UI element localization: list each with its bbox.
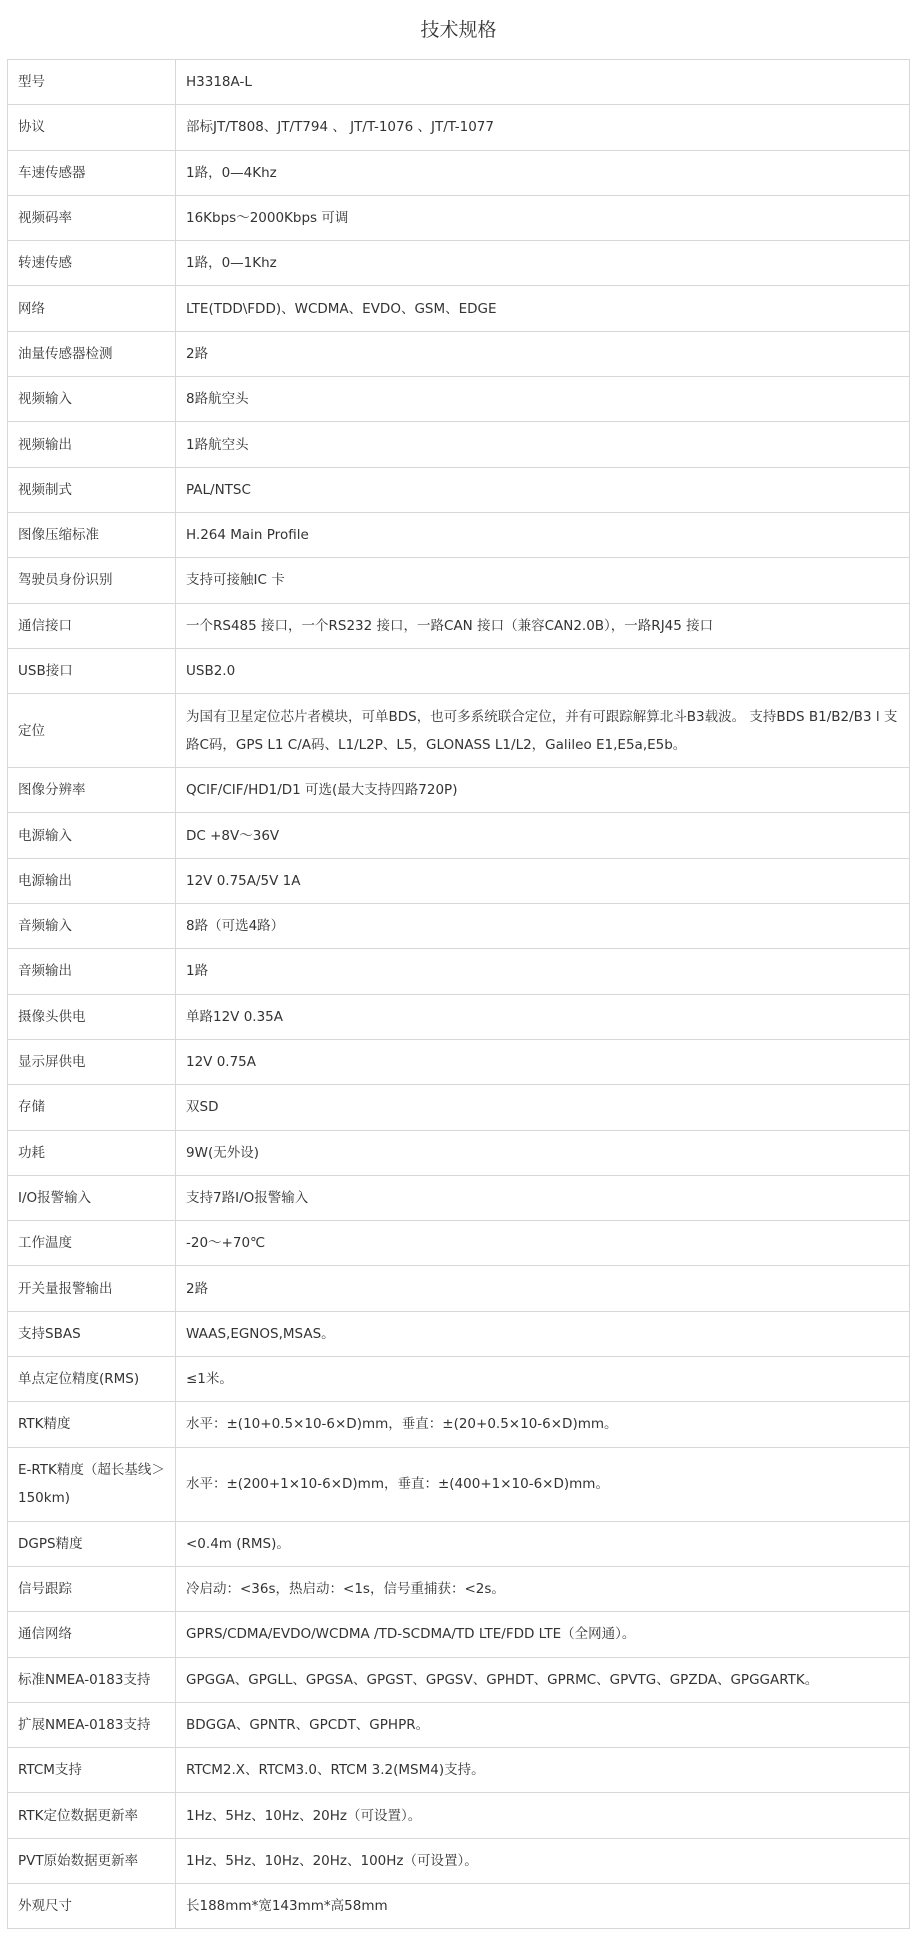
spec-label: 外观尺寸 — [8, 1883, 176, 1928]
spec-label: 视频输入 — [8, 377, 176, 422]
table-row — [8, 1838, 910, 1883]
table-row — [8, 858, 910, 903]
spec-label: RTCM支持 — [8, 1748, 176, 1793]
table-row — [8, 813, 910, 858]
spec-value: <0.4m (RMS)。 — [176, 1521, 910, 1566]
spec-value: 长188mm*宽143mm*高58mm — [176, 1883, 910, 1928]
table-row — [8, 241, 910, 286]
spec-value: 单路12V 0.35A — [176, 994, 910, 1039]
spec-label: 电源输入 — [8, 813, 176, 858]
spec-value: USB2.0 — [176, 648, 910, 693]
spec-value: 2路 — [176, 1266, 910, 1311]
table-row — [8, 1702, 910, 1747]
spec-label: 电源输出 — [8, 858, 176, 903]
table-row — [8, 377, 910, 422]
table-row — [8, 1175, 910, 1220]
spec-label: RTK精度 — [8, 1402, 176, 1447]
spec-label: 通信接口 — [8, 603, 176, 648]
spec-value: GPGGA、GPGLL、GPGSA、GPGST、GPGSV、GPHDT、GPRMC、GPVTG、GPZDA、GPGGARTK。 — [176, 1657, 910, 1702]
table-row — [8, 331, 910, 376]
spec-value: 2路 — [176, 331, 910, 376]
table-row — [8, 1039, 910, 1084]
table-row — [8, 1566, 910, 1611]
table-row — [8, 60, 910, 105]
spec-value: 1路航空头 — [176, 422, 910, 467]
table-row — [8, 994, 910, 1039]
table-row — [8, 1612, 910, 1657]
spec-label: 信号跟踪 — [8, 1566, 176, 1611]
page-title: 技术规格 — [420, 19, 497, 41]
spec-value: 水平：±(200+1×10-6×D)mm，垂直：±(400+1×10-6×D)mm。 — [176, 1447, 910, 1521]
table-row — [8, 1130, 910, 1175]
table-row — [8, 1748, 910, 1793]
spec-label: 单点定位精度(RMS) — [8, 1357, 176, 1402]
spec-value: 支持可接触IC 卡 — [176, 558, 910, 603]
spec-label: 协议 — [8, 105, 176, 150]
spec-label: 显示屏供电 — [8, 1039, 176, 1084]
table-row — [8, 195, 910, 240]
spec-label: E-RTK精度（超长基线＞150km) — [8, 1447, 176, 1521]
table-row — [8, 1883, 910, 1928]
spec-label: 定位 — [8, 694, 176, 768]
spec-value: 双SD — [176, 1085, 910, 1130]
spec-label: 网络 — [8, 286, 176, 331]
table-row — [8, 1266, 910, 1311]
spec-value: 1Hz、5Hz、10Hz、20Hz、100Hz（可设置）。 — [176, 1838, 910, 1883]
spec-value: -20～+70℃ — [176, 1221, 910, 1266]
spec-value: 8路（可选4路） — [176, 904, 910, 949]
table-row — [8, 1085, 910, 1130]
table-row — [8, 512, 910, 557]
spec-label: USB接口 — [8, 648, 176, 693]
spec-label: 摄像头供电 — [8, 994, 176, 1039]
spec-label: 转速传感 — [8, 241, 176, 286]
spec-label: 车速传感器 — [8, 150, 176, 195]
spec-value: WAAS,EGNOS,MSAS。 — [176, 1311, 910, 1356]
spec-label: 开关量报警输出 — [8, 1266, 176, 1311]
spec-value: QCIF/CIF/HD1/D1 可选(最大支持四路720P) — [176, 768, 910, 813]
spec-value: 1Hz、5Hz、10Hz、20Hz（可设置）。 — [176, 1793, 910, 1838]
spec-label: 驾驶员身份识别 — [8, 558, 176, 603]
spec-value: 16Kbps～2000Kbps 可调 — [176, 195, 910, 240]
table-row — [8, 105, 910, 150]
table-row — [8, 150, 910, 195]
spec-label: 工作温度 — [8, 1221, 176, 1266]
table-row — [8, 1221, 910, 1266]
spec-value: DC +8V～36V — [176, 813, 910, 858]
spec-label: 油量传感器检测 — [8, 331, 176, 376]
spec-value: GPRS/CDMA/EVDO/WCDMA /TD-SCDMA/TD LTE/FDD LTE（全网通）。 — [176, 1612, 910, 1657]
table-row — [8, 1357, 910, 1402]
spec-label: I/O报警输入 — [8, 1175, 176, 1220]
spec-value: 水平：±(10+0.5×10-6×D)mm，垂直：±(20+0.5×10-6×D)mm。 — [176, 1402, 910, 1447]
table-row — [8, 1793, 910, 1838]
spec-label: PVT原始数据更新率 — [8, 1838, 176, 1883]
spec-value: 支持7路I/O报警输入 — [176, 1175, 910, 1220]
table-row — [8, 558, 910, 603]
spec-value: 1路，0—4Khz — [176, 150, 910, 195]
spec-label: 功耗 — [8, 1130, 176, 1175]
spec-label: 支持SBAS — [8, 1311, 176, 1356]
spec-label: DGPS精度 — [8, 1521, 176, 1566]
spec-label: 视频码率 — [8, 195, 176, 240]
spec-value: 一个RS485 接口，一个RS232 接口，一路CAN 接口（兼容CAN2.0B），一路RJ45 接口 — [176, 603, 910, 648]
spec-label: 音频输入 — [8, 904, 176, 949]
spec-value: 9W(无外设) — [176, 1130, 910, 1175]
spec-value: PAL/NTSC — [176, 467, 910, 512]
table-row — [8, 422, 910, 467]
spec-value: 1路，0—1Khz — [176, 241, 910, 286]
spec-label: 视频输出 — [8, 422, 176, 467]
table-row — [8, 1311, 910, 1356]
spec-label: 存储 — [8, 1085, 176, 1130]
table-row — [8, 1521, 910, 1566]
spec-label: RTK定位数据更新率 — [8, 1793, 176, 1838]
spec-value: ≤1米。 — [176, 1357, 910, 1402]
spec-value: RTCM2.X、RTCM3.0、RTCM 3.2(MSM4)支持。 — [176, 1748, 910, 1793]
table-row — [8, 768, 910, 813]
table-row — [8, 1447, 910, 1521]
spec-value: 1路 — [176, 949, 910, 994]
spec-table — [7, 59, 910, 1929]
table-row — [8, 949, 910, 994]
table-row — [8, 1402, 910, 1447]
spec-value: 为国有卫星定位芯片者模块，可单BDS，也可多系统联合定位，并有可跟踪解算北斗B3载波。 支持BDS B1/B2/B3 l 支路C码，GPS L1 C/A码、L1/L2P、L5，GLONASS L1/L2，Galileo E1,E5a,E5b。 — [176, 694, 910, 768]
spec-value: BDGGA、GPNTR、GPCDT、GPHPR。 — [176, 1702, 910, 1747]
table-row — [8, 694, 910, 768]
spec-table-body — [8, 60, 910, 1929]
table-row — [8, 603, 910, 648]
spec-value: 12V 0.75A/5V 1A — [176, 858, 910, 903]
spec-label: 图像压缩标准 — [8, 512, 176, 557]
table-row — [8, 467, 910, 512]
spec-label: 标准NMEA-0183支持 — [8, 1657, 176, 1702]
table-row — [8, 1657, 910, 1702]
spec-label: 通信网络 — [8, 1612, 176, 1657]
spec-value: 12V 0.75A — [176, 1039, 910, 1084]
table-row — [8, 648, 910, 693]
table-row — [8, 904, 910, 949]
spec-value: 冷启动：<36s，热启动：<1s，信号重捕获：<2s。 — [176, 1566, 910, 1611]
spec-value: 8路航空头 — [176, 377, 910, 422]
spec-value: H.264 Main Profile — [176, 512, 910, 557]
spec-label: 音频输出 — [8, 949, 176, 994]
spec-label: 视频制式 — [8, 467, 176, 512]
table-row — [8, 286, 910, 331]
spec-value: H3318A-L — [176, 60, 910, 105]
spec-value: LTE(TDD\FDD)、WCDMA、EVDO、GSM、EDGE — [176, 286, 910, 331]
spec-label: 图像分辨率 — [8, 768, 176, 813]
spec-value: 部标JT/T808、JT/T794 、 JT/T-1076 、JT/T-1077 — [176, 105, 910, 150]
spec-label: 扩展NMEA-0183支持 — [8, 1702, 176, 1747]
spec-label: 型号 — [8, 60, 176, 105]
